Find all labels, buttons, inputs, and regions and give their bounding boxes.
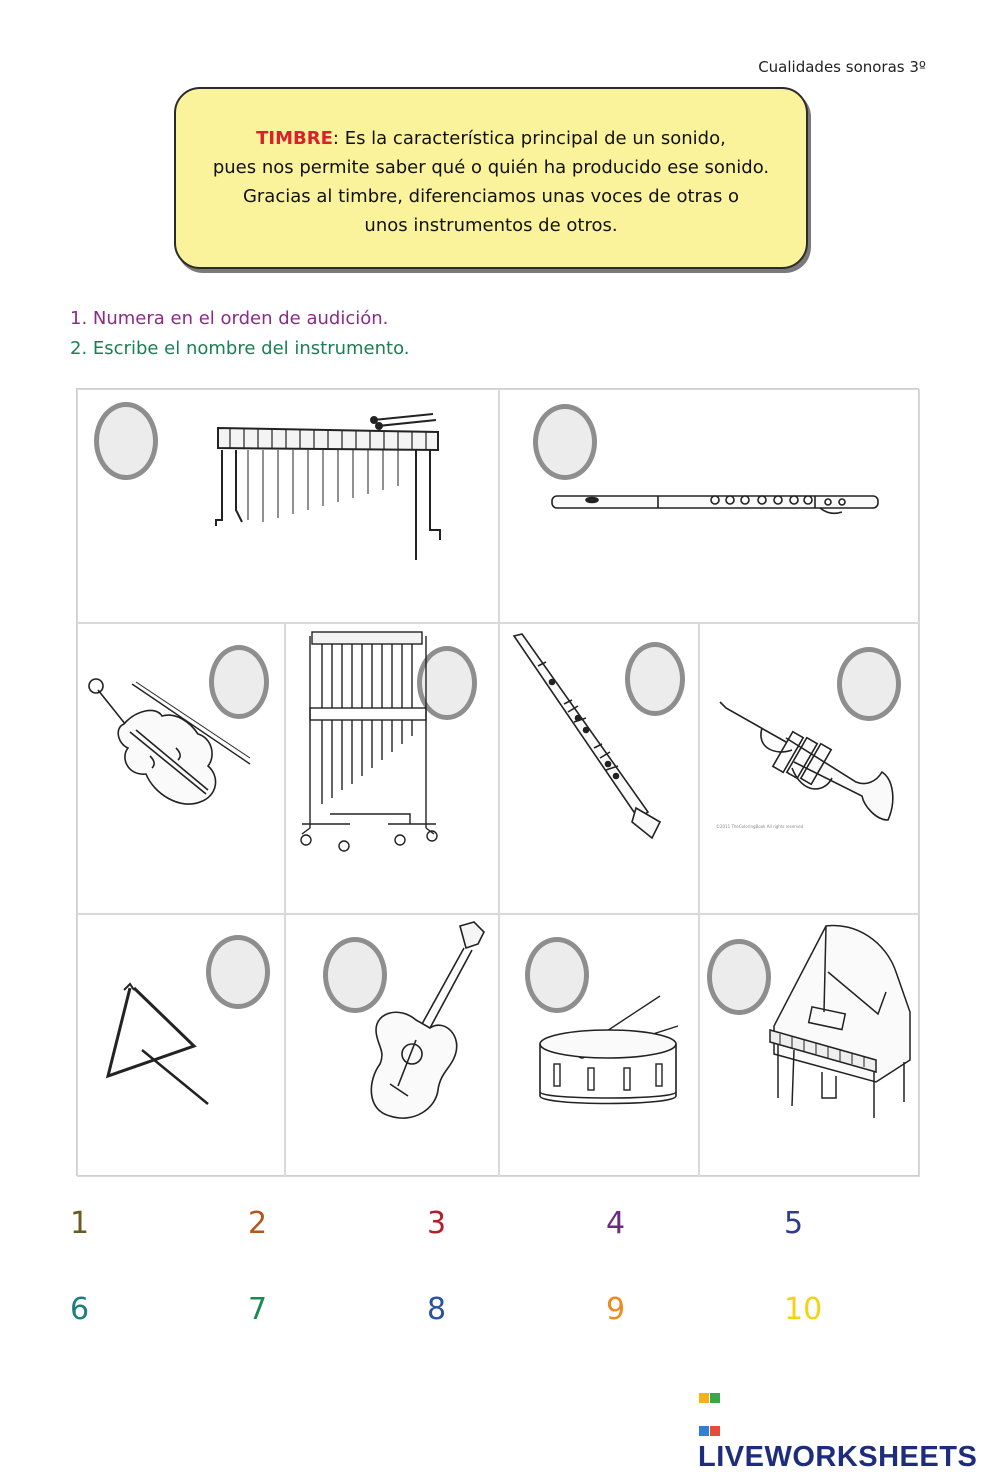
instruction-1: 1. Numera en el orden de audición.: [70, 308, 389, 329]
grand-piano-icon: [766, 922, 916, 1128]
clarinet-icon: [508, 632, 668, 842]
brand-name: LIVEWORKSHEETS: [698, 1441, 978, 1473]
liveworksheets-logo-icon: [698, 1378, 720, 1402]
definition-line-2: pues nos permite saber qué o quién ha producido ese sonido.: [212, 157, 770, 178]
flute-icon: [550, 488, 882, 518]
trumpet-icon: [716, 698, 900, 830]
liveworksheets-logo: [698, 1378, 1000, 1474]
triangle-icon: [100, 982, 216, 1110]
answer-circle-xylophone[interactable]: [94, 402, 158, 480]
instruction-2: 2. Escribe el nombre del instrumento.: [70, 338, 410, 359]
definition-box: [174, 87, 808, 269]
answer-number-10: 10: [784, 1292, 823, 1327]
course-note: Cualidades sonoras 3º: [758, 58, 926, 76]
xylophone-icon: [208, 410, 448, 570]
answer-number-9: 9: [606, 1292, 626, 1327]
answer-number-7: 7: [248, 1292, 268, 1327]
answer-number-2: 2: [248, 1206, 268, 1241]
answer-number-1: 1: [70, 1206, 90, 1241]
answer-number-5: 5: [784, 1206, 804, 1241]
definition-text-1: : Es la característica principal de un sonido,: [332, 128, 726, 149]
definition-line-1: [176, 124, 806, 153]
definition-line-3: Gracias al timbre, diferenciamos unas voces de otras o: [242, 186, 740, 207]
tubular-bells-icon: [300, 628, 438, 854]
definition-line-4: unos instrumentos de otros.: [364, 215, 618, 236]
answer-circle-piano[interactable]: [707, 939, 771, 1015]
answer-circle-flute[interactable]: [533, 404, 597, 480]
answer-number-6: 6: [70, 1292, 90, 1327]
answer-number-3: 3: [427, 1206, 447, 1241]
snare-drum-icon: [536, 994, 686, 1114]
guitar-icon: [356, 920, 496, 1130]
answer-number-8: 8: [427, 1292, 447, 1327]
definition-term: TIMBRE: [256, 128, 333, 149]
violin-icon: [84, 672, 254, 822]
trumpet-copyright: ©2011 TheColoringBook All rights reserved: [716, 824, 804, 829]
answer-number-4: 4: [606, 1206, 626, 1241]
